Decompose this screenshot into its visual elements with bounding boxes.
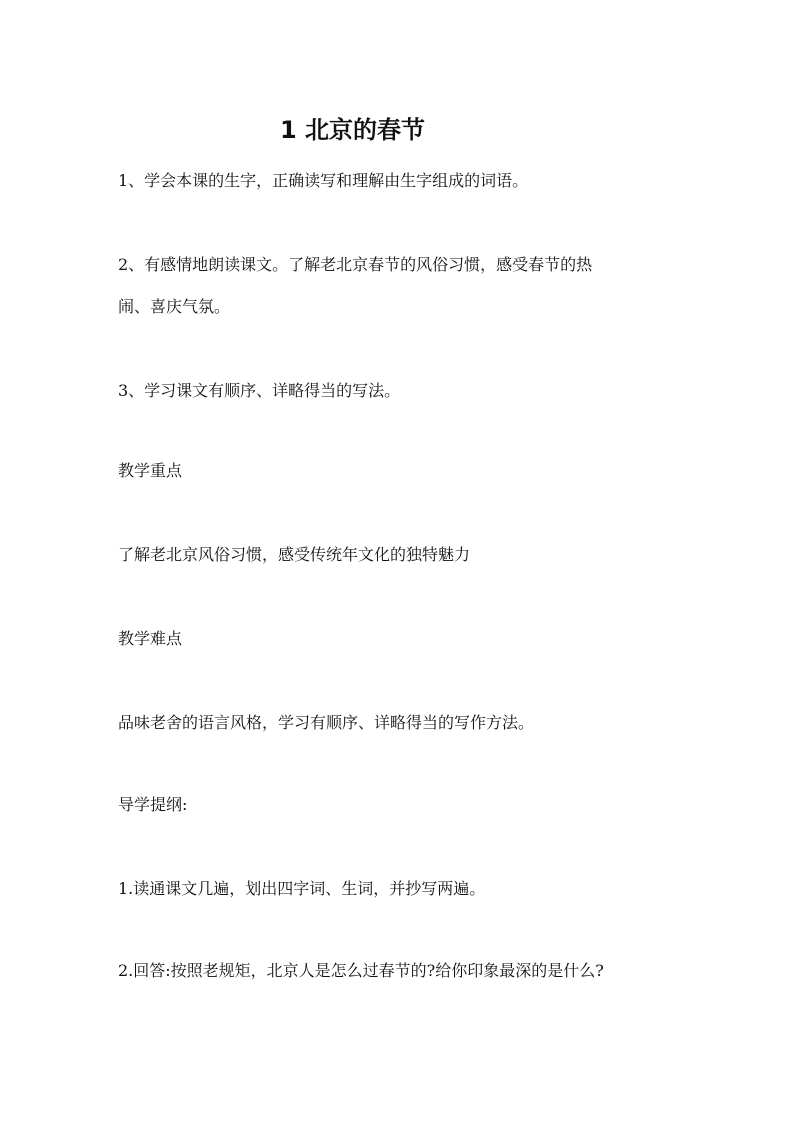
heading-difficulties: 教学难点 [118, 629, 183, 648]
key-points-text: 了解老北京风俗习惯，感受传统年文化的独特魅力 [118, 545, 471, 564]
outline-item-1: 1.读通课文几遍，划出四字词、生词，并抄写两遍。 [118, 879, 486, 898]
heading-key-points: 教学重点 [118, 461, 183, 480]
difficulties-text: 品味老舍的语言风格，学习有顺序、详略得当的写作方法。 [118, 713, 535, 732]
objective-3: 3、学习课文有顺序、详略得当的写法。 [118, 381, 401, 400]
objective-2-line-2: 闹、喜庆气氛。 [118, 297, 231, 316]
heading-study-outline: 导学提纲: [118, 795, 188, 814]
objective-1: 1、学会本课的生字，正确读写和理解由生字组成的词语。 [118, 171, 529, 190]
document-title: 1 北京的春节 [280, 116, 426, 144]
outline-item-2: 2.回答:按照老规矩，北京人是怎么过春节的?给你印象最深的是什么? [118, 961, 604, 980]
objective-2-line-1: 2、有感情地朗读课文。了解老北京春节的风俗习惯，感受春节的热 [118, 255, 593, 274]
